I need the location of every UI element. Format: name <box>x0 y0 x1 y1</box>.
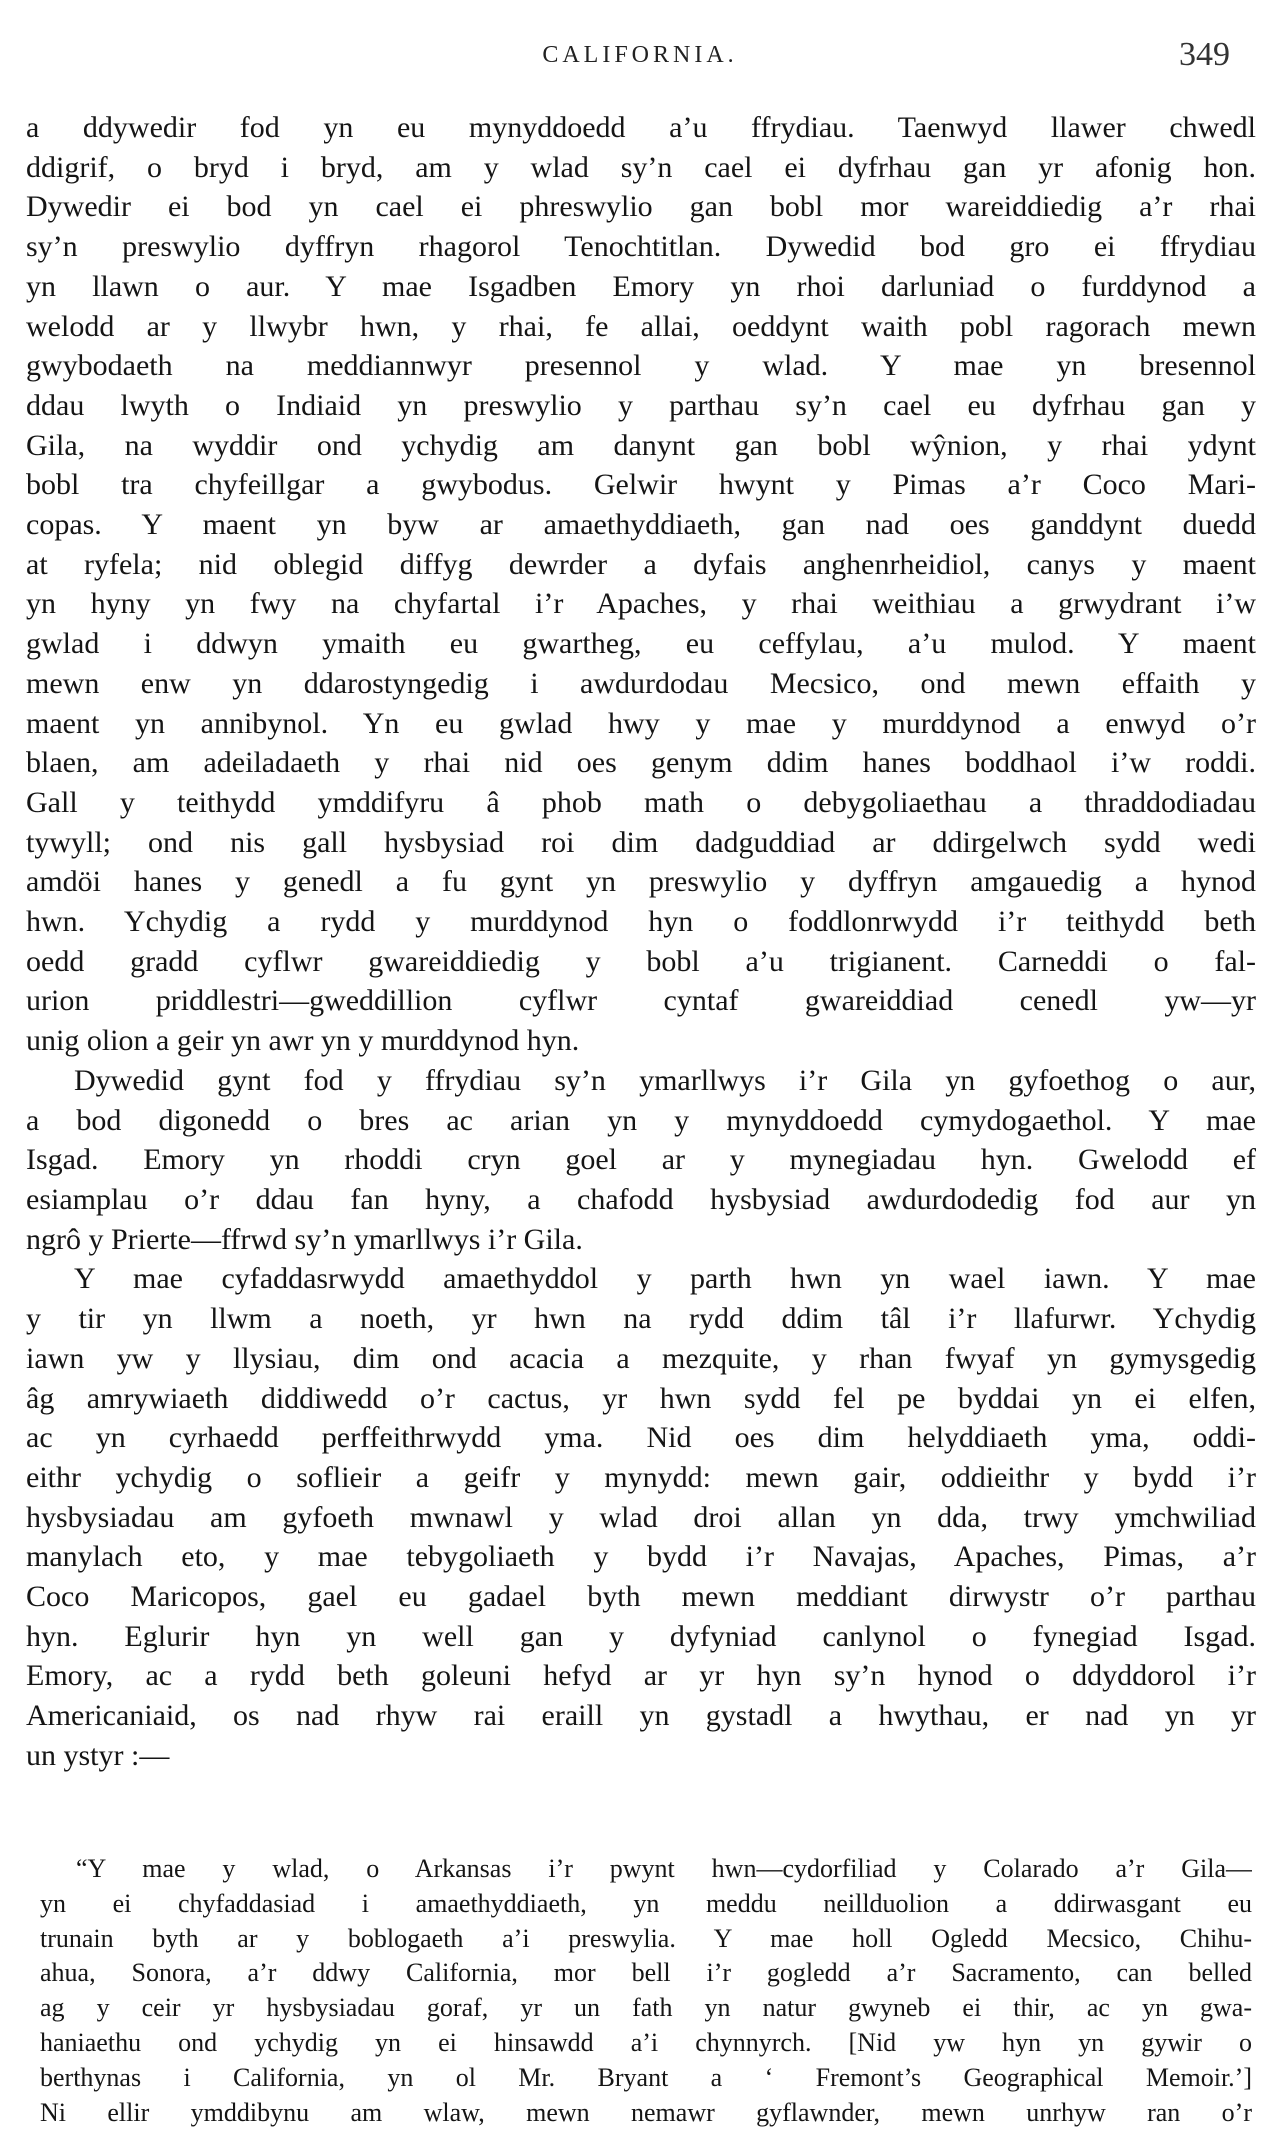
body-text <box>26 108 1256 1776</box>
text-line: at ryfela; nid oblegid diffyg dewrder a dyfais anghenrheidiol, canys y maent <box>26 547 1256 581</box>
text-line: Isgad. Emory yn rhoddi cryn goel ar y mynegiadau hyn. Gwelodd ef <box>26 1143 1256 1177</box>
quote-line: ag y ceir yr hysbysiadau goraf, yr un fath yn natur gwyneb ei thir, ac yn gwa- <box>40 1993 1252 2023</box>
text-line: tywyll; ond nis gall hysbysiad roi dim dadguddiad ar ddirgelwch sydd wedi <box>26 825 1256 859</box>
text-line: hyn. Eglurir hyn yn well gan y dyfyniad canlynol o fynegiad Isgad. <box>26 1619 1256 1653</box>
text-line: Emory, ac a rydd beth goleuni hefyd ar yr hyn sy’n hynod o ddyddorol i’r <box>26 1659 1256 1693</box>
page-number: 349 <box>1179 36 1230 73</box>
text-line: hwn. Ychydig a rydd y murddynod hyn o foddlonrwydd i’r teithydd beth <box>26 905 1256 939</box>
text-line: maent yn annibynol. Yn eu gwlad hwy y mae y murddynod a enwyd o’r <box>26 706 1256 740</box>
text-line: yn llawn o aur. Y mae Isgadben Emory yn rhoi darluniad o furddynod a <box>26 269 1256 303</box>
text-line: urion priddlestri—gweddillion cyflwr cyntaf gwareiddiad cenedl yw—yr <box>26 984 1256 1018</box>
text-line: bobl tra chyfeillgar a gwybodus. Gelwir hwynt y Pimas a’r Coco Mari- <box>26 468 1256 502</box>
running-head <box>30 36 1250 82</box>
text-line: Americaniaid, os nad rhyw rai eraill yn gystadl a hwythau, er nad yn yr <box>26 1699 1256 1733</box>
text-line: ngrô y Prierte—ffrwd sy’n ymarllwys i’r Gila. <box>26 1222 583 1256</box>
text-line: Gila, na wyddir ond ychydig am danynt gan bobl wŷnion, y rhai ydynt <box>26 428 1256 462</box>
quote-line: trunain byth ar y boblogaeth a’i preswylia. Y mae holl Ogledd Mecsico, Chihu- <box>40 1923 1252 1953</box>
text-line: y tir yn llwm a noeth, yr hwn na rydd ddim tâl i’r llafurwr. Ychydig <box>26 1302 1256 1336</box>
text-line: gwybodaeth na meddiannwyr presennol y wlad. Y mae yn bresennol <box>26 349 1256 383</box>
text-line: a ddywedir fod yn eu mynyddoedd a’u ffrydiau. Taenwyd llawer chwedl <box>26 111 1256 144</box>
text-line: Gall y teithydd ymddifyru â phob math o debygoliaethau a thraddodiadau <box>26 785 1256 819</box>
text-line: hysbysiadau am gyfoeth mwnawl y wlad droi allan yn dda, trwy ymchwiliad <box>26 1500 1256 1534</box>
text-line: eithr ychydig o soflieir a geifr y mynydd: mewn gair, oddieithr y bydd i’r <box>26 1460 1256 1494</box>
text-line: a bod digonedd o bres ac arian yn y mynyddoedd cymydogaethol. Y mae <box>26 1103 1256 1137</box>
text-line: un ystyr :— <box>26 1738 170 1772</box>
running-title: CALIFORNIA. <box>542 42 738 68</box>
text-line: Y mae cyfaddasrwydd amaethyddol y parth hwn yn wael iawn. Y mae <box>74 1262 1256 1296</box>
text-line: amdöi hanes y genedl a fu gynt yn preswylio y dyffryn amgauedig a hynod <box>26 865 1256 899</box>
quote-line: Ni ellir ymddibynu am wlaw, mewn nemawr gyflawnder, mewn unrhyw ran o’r <box>40 2097 1252 2127</box>
quote-line: berthynas i California, yn ol Mr. Bryant a ‘ Fremont’s Geographical Memoir.’] <box>40 2062 1252 2092</box>
text-line: manylach eto, y mae tebygoliaeth y bydd i’r Navajas, Apaches, Pimas, a’r <box>26 1540 1256 1574</box>
text-line: copas. Y maent yn byw ar amaethyddiaeth, gan nad oes ganddynt duedd <box>26 508 1256 542</box>
text-line: Dywedir ei bod yn cael ei phreswylio gan bobl mor wareiddiedig a’r rhai <box>26 190 1256 224</box>
quote-line: haniaethu ond ychydig yn ei hinsawdd a’i chynnyrch. [Nid yw hyn yn gywir o <box>40 2027 1252 2057</box>
text-line: ddigrif, o bryd i bryd, am y wlad sy’n cael ei dyfrhau gan yr afonig hon. <box>26 150 1256 184</box>
text-line: unig olion a geir yn awr yn y murddynod hyn. <box>26 1024 580 1058</box>
text-line: ddau lwyth o Indiaid yn preswylio y parthau sy’n cael eu dyfrhau gan y <box>26 388 1256 422</box>
text-line: Coco Maricopos, gael eu gadael byth mewn meddiant dirwystr o’r parthau <box>26 1580 1256 1614</box>
text-line: mewn enw yn ddarostyngedig i awdurdodau Mecsico, ond mewn effaith y <box>26 666 1256 700</box>
quote-line: ahua, Sonora, a’r ddwy California, mor bell i’r gogledd a’r Sacramento, can belled <box>40 1958 1252 1988</box>
text-line: iawn yw y llysiau, dim ond acacia a mezquite, y rhan fwyaf yn gymysgedig <box>26 1341 1256 1375</box>
text-line: sy’n preswylio dyffryn rhagorol Tenochtitlan. Dywedid bod gro ei ffrydiau <box>26 230 1256 264</box>
text-line: esiamplau o’r ddau fan hyny, a chafodd hysbysiad awdurdodedig fod aur yn <box>26 1182 1256 1216</box>
text-line: âg amrywiaeth diddiwedd o’r cactus, yr hwn sydd fel pe byddai yn ei elfen, <box>26 1381 1256 1415</box>
text-line: blaen, am adeiladaeth y rhai nid oes genym ddim hanes boddhaol i’w roddi. <box>26 746 1256 780</box>
quote-line: “Y mae y wlad, o Arkansas i’r pwynt hwn—cydorfiliad y Colarado a’r Gila— <box>76 1854 1252 1883</box>
text-line: Dywedid gynt fod y ffrydiau sy’n ymarllwys i’r Gila yn gyfoethog o aur, <box>74 1063 1256 1097</box>
text-line: gwlad i ddwyn ymaith eu gwartheg, eu ceffylau, a’u mulod. Y maent <box>26 627 1256 661</box>
quote-line: yn ei chyfaddasiad i amaethyddiaeth, yn meddu neillduolion a ddirwasgant eu <box>40 1888 1252 1918</box>
text-line: ac yn cyrhaedd perffeithrwydd yma. Nid oes dim helyddiaeth yma, oddi- <box>26 1421 1256 1455</box>
quotation-block <box>40 1852 1252 2130</box>
text-line: yn hyny yn fwy na chyfartal i’r Apaches, y rhai weithiau a grwydrant i’w <box>26 587 1256 621</box>
text-line: oedd gradd cyflwr gwareiddiedig y bobl a’u trigianent. Carneddi o fal- <box>26 944 1256 978</box>
text-line: welodd ar y llwybr hwn, y rhai, fe allai, oeddynt waith pobl ragorach mewn <box>26 309 1256 343</box>
